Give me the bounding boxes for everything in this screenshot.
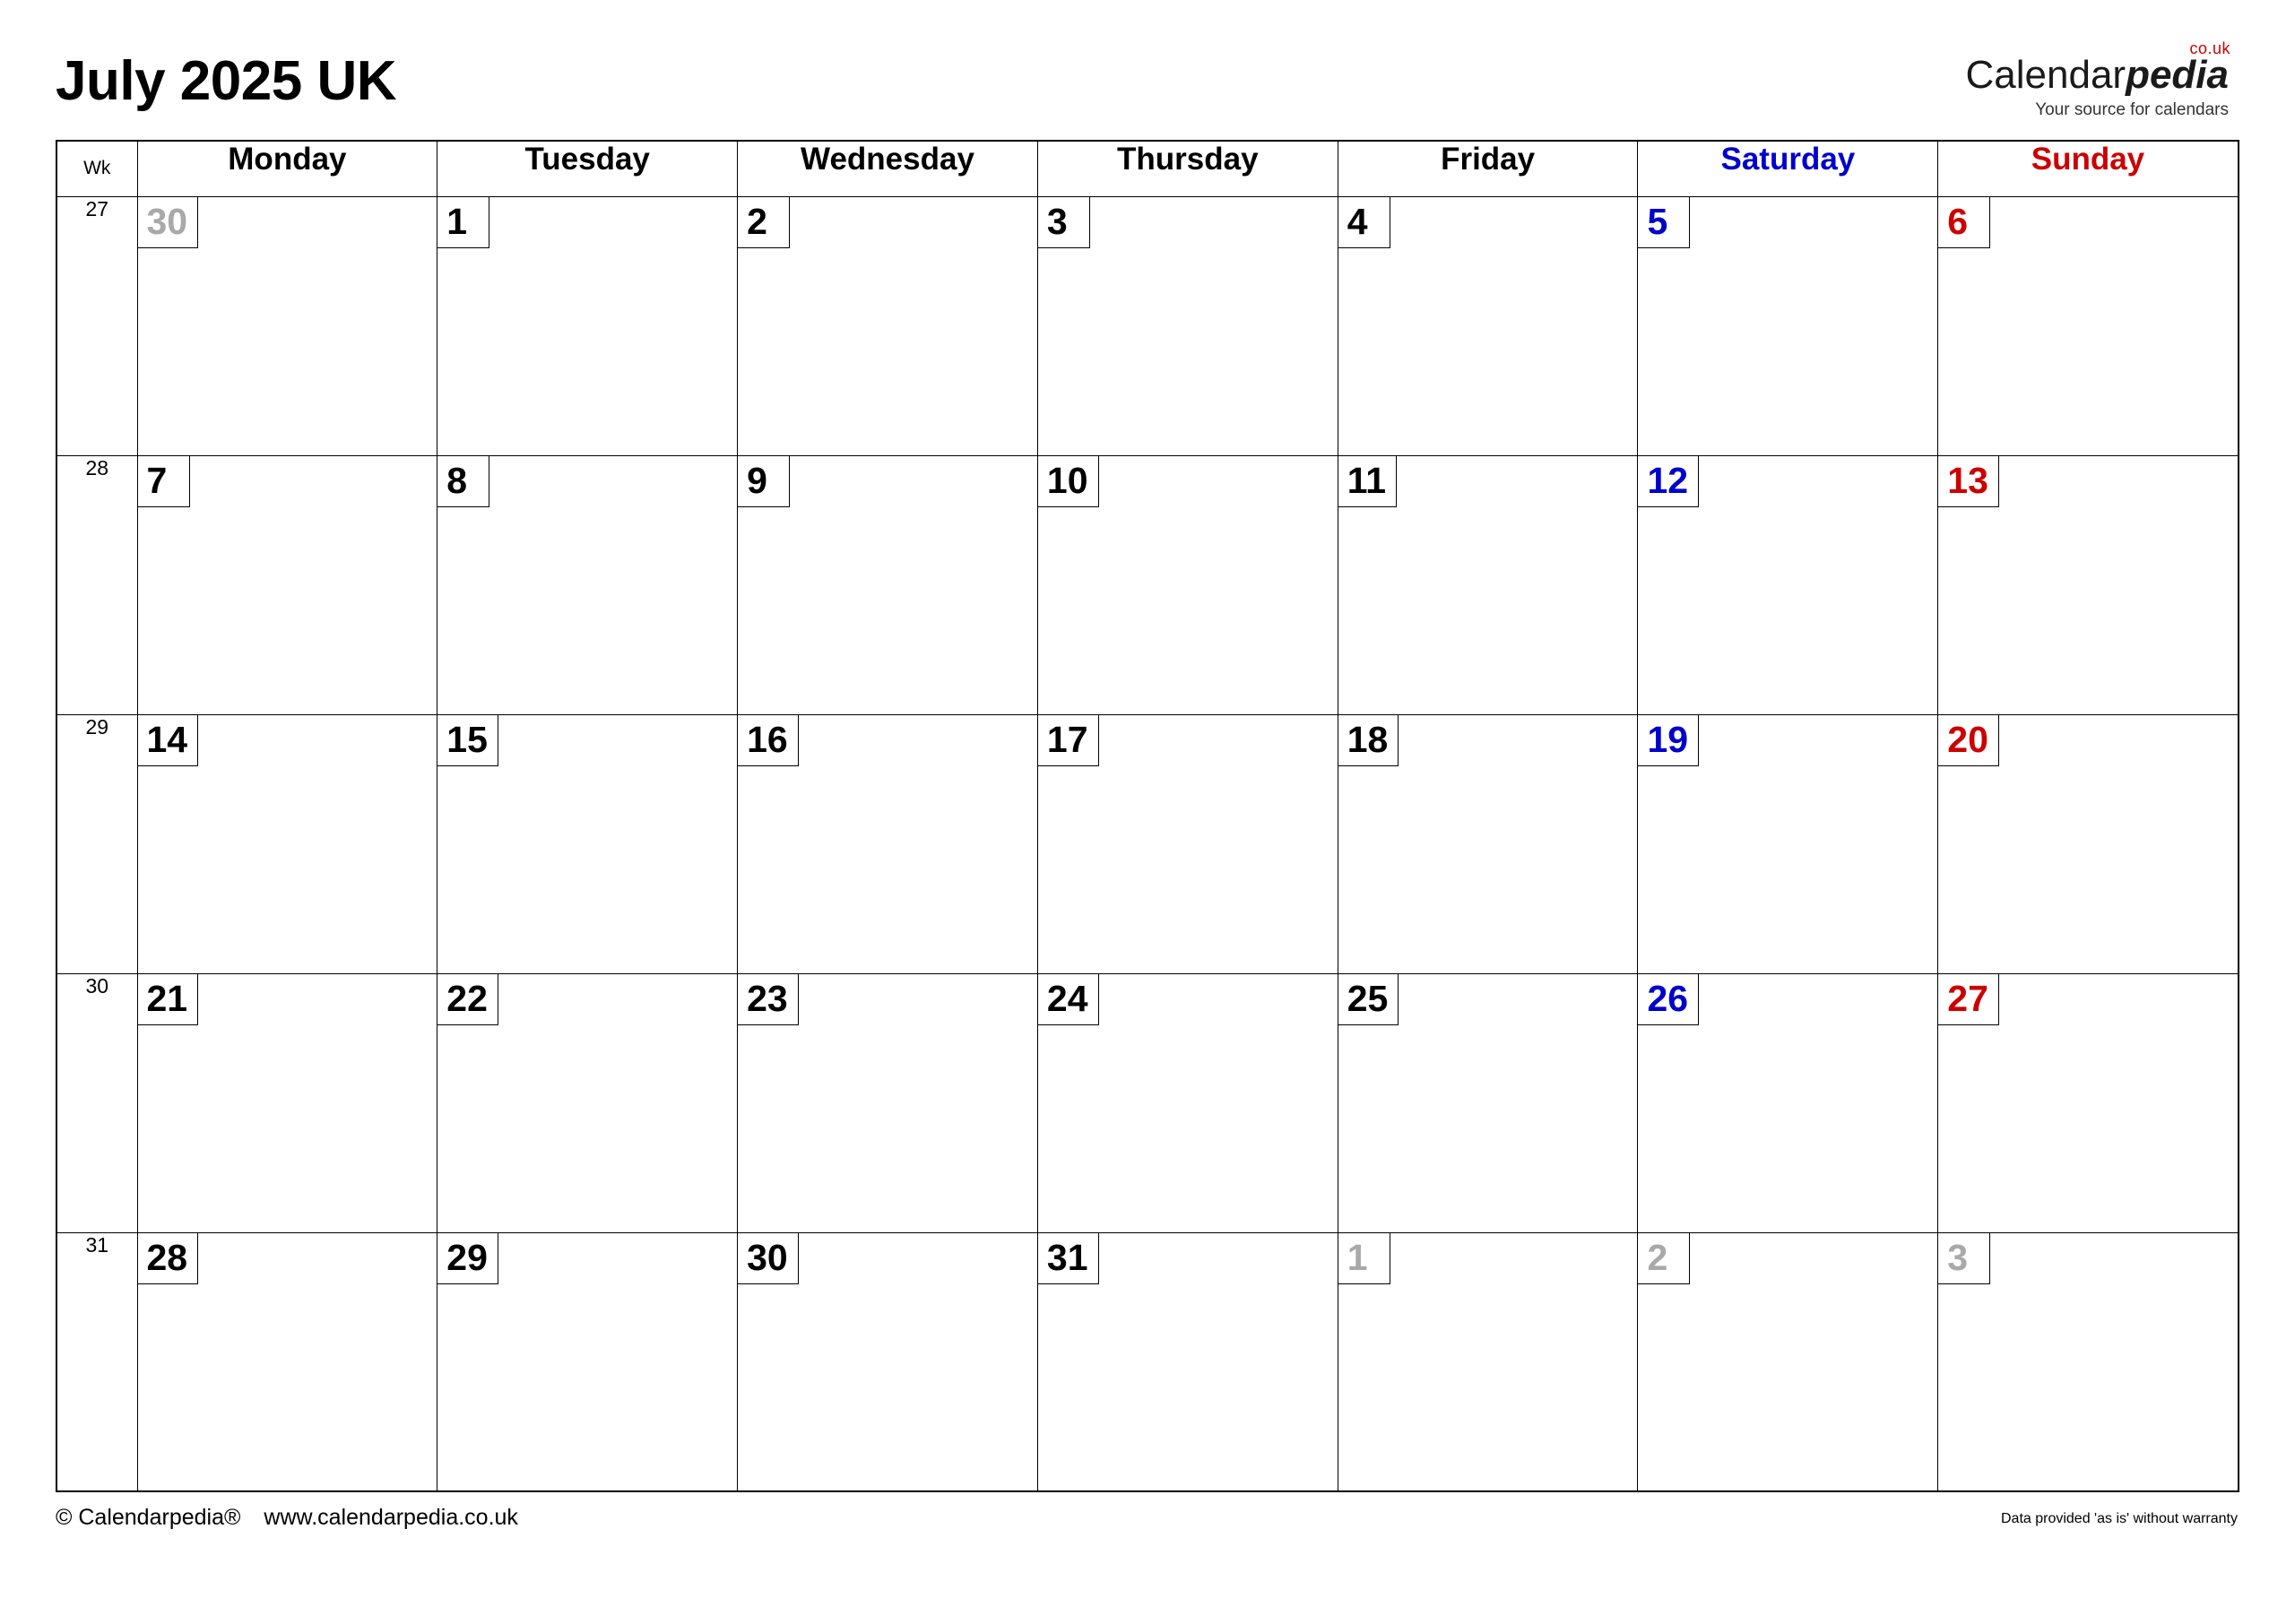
- day-number: 2: [738, 197, 790, 248]
- day-number: 30: [138, 197, 199, 248]
- weekday-header-friday: Friday: [1338, 141, 1638, 196]
- brand-tld: co.uk: [2189, 39, 2230, 57]
- day-number: 15: [437, 715, 498, 766]
- day-number: 13: [1938, 456, 1999, 507]
- day-number: 9: [738, 456, 790, 507]
- day-cell[interactable]: [437, 714, 738, 973]
- week-number: 31: [56, 1232, 137, 1491]
- page-header: [56, 34, 2239, 140]
- calendar-week-row: [56, 714, 2239, 973]
- week-number: 30: [56, 973, 137, 1232]
- day-cell[interactable]: [1338, 973, 1638, 1232]
- day-cell[interactable]: [437, 973, 738, 1232]
- day-number: 3: [1938, 1233, 1990, 1284]
- day-number: 24: [1038, 974, 1099, 1025]
- day-number: 26: [1638, 974, 1699, 1025]
- disclaimer-text: Data provided 'as is' without warranty: [2000, 1511, 2238, 1526]
- calendar-week-row: [56, 455, 2239, 714]
- day-cell[interactable]: [1037, 1232, 1338, 1491]
- day-cell[interactable]: [738, 455, 1038, 714]
- day-cell[interactable]: [1037, 196, 1338, 455]
- weekday-header-monday: Monday: [137, 141, 437, 196]
- page-title: July 2025 UK: [56, 50, 396, 112]
- day-cell[interactable]: [1338, 714, 1638, 973]
- day-number: 5: [1638, 197, 1690, 248]
- day-number: 16: [738, 715, 799, 766]
- day-cell[interactable]: [1938, 196, 2239, 455]
- week-number: 29: [56, 714, 137, 973]
- day-cell[interactable]: [1638, 973, 1938, 1232]
- day-number: 14: [138, 715, 199, 766]
- day-number: 2: [1638, 1233, 1690, 1284]
- day-number: 17: [1038, 715, 1099, 766]
- copyright-text: © Calendarpedia®: [56, 1505, 241, 1530]
- day-number: 25: [1338, 974, 1399, 1025]
- day-number: 4: [1338, 197, 1390, 248]
- day-cell[interactable]: [437, 1232, 738, 1491]
- day-number: 30: [738, 1233, 799, 1284]
- day-number: 12: [1638, 456, 1699, 507]
- day-cell[interactable]: [1338, 196, 1638, 455]
- day-number: 6: [1938, 197, 1990, 248]
- weekday-header-saturday: Saturday: [1638, 141, 1938, 196]
- week-number: 28: [56, 455, 137, 714]
- day-cell[interactable]: [437, 455, 738, 714]
- day-number: 3: [1038, 197, 1090, 248]
- calendar-week-row: [56, 973, 2239, 1232]
- brand-name-first: Calendar: [1965, 53, 2126, 97]
- day-cell[interactable]: [1638, 1232, 1938, 1491]
- day-number: 31: [1038, 1233, 1099, 1284]
- day-cell[interactable]: [137, 714, 437, 973]
- day-number: 20: [1938, 715, 1999, 766]
- week-column-header: Wk: [56, 141, 137, 196]
- day-number: 7: [138, 456, 190, 507]
- day-cell[interactable]: [1338, 1232, 1638, 1491]
- day-number: 11: [1338, 456, 1397, 507]
- day-number: 21: [138, 974, 199, 1025]
- day-cell[interactable]: [1037, 714, 1338, 973]
- day-number: 22: [437, 974, 498, 1025]
- page-footer: [56, 1505, 2238, 1531]
- day-cell[interactable]: [1638, 455, 1938, 714]
- calendar-table: [56, 140, 2239, 1492]
- day-number: 1: [1338, 1233, 1390, 1284]
- day-cell[interactable]: [1037, 973, 1338, 1232]
- day-cell[interactable]: [1338, 455, 1638, 714]
- day-number: 23: [738, 974, 799, 1025]
- brand-name: [1965, 53, 2229, 97]
- day-cell[interactable]: [1938, 714, 2239, 973]
- brand-tagline: Your source for calendars: [2035, 100, 2229, 119]
- day-cell[interactable]: [1037, 455, 1338, 714]
- day-cell[interactable]: [738, 973, 1038, 1232]
- day-cell[interactable]: [137, 196, 437, 455]
- day-number: 19: [1638, 715, 1699, 766]
- weekday-header-tuesday: Tuesday: [437, 141, 738, 196]
- weekday-header-thursday: Thursday: [1037, 141, 1338, 196]
- day-number: 18: [1338, 715, 1399, 766]
- day-number: 27: [1938, 974, 1999, 1025]
- day-cell[interactable]: [137, 455, 437, 714]
- day-cell[interactable]: [1638, 714, 1938, 973]
- footer-credit: [56, 1505, 518, 1531]
- calendarpedia-logo: [1966, 34, 2239, 120]
- day-cell[interactable]: [1938, 455, 2239, 714]
- day-number: 1: [437, 197, 489, 248]
- day-number: 10: [1038, 456, 1099, 507]
- day-number: 8: [437, 456, 489, 507]
- weekday-header-wednesday: Wednesday: [738, 141, 1038, 196]
- website-link[interactable]: www.calendarpedia.co.uk: [264, 1505, 518, 1530]
- day-cell[interactable]: [1938, 1232, 2239, 1491]
- day-cell[interactable]: [137, 1232, 437, 1491]
- day-cell[interactable]: [738, 196, 1038, 455]
- day-number: 29: [437, 1233, 498, 1284]
- calendar-week-row: [56, 196, 2239, 455]
- day-cell[interactable]: [137, 973, 437, 1232]
- day-cell[interactable]: [738, 1232, 1038, 1491]
- day-cell[interactable]: [738, 714, 1038, 973]
- calendar-header-row: [56, 141, 2239, 196]
- day-number: 28: [138, 1233, 199, 1284]
- brand-name-second: pedia: [2126, 53, 2229, 97]
- day-cell[interactable]: [1638, 196, 1938, 455]
- day-cell[interactable]: [437, 196, 738, 455]
- weekday-header-sunday: Sunday: [1938, 141, 2239, 196]
- day-cell[interactable]: [1938, 973, 2239, 1232]
- week-number: 27: [56, 196, 137, 455]
- calendar-week-row: [56, 1232, 2239, 1491]
